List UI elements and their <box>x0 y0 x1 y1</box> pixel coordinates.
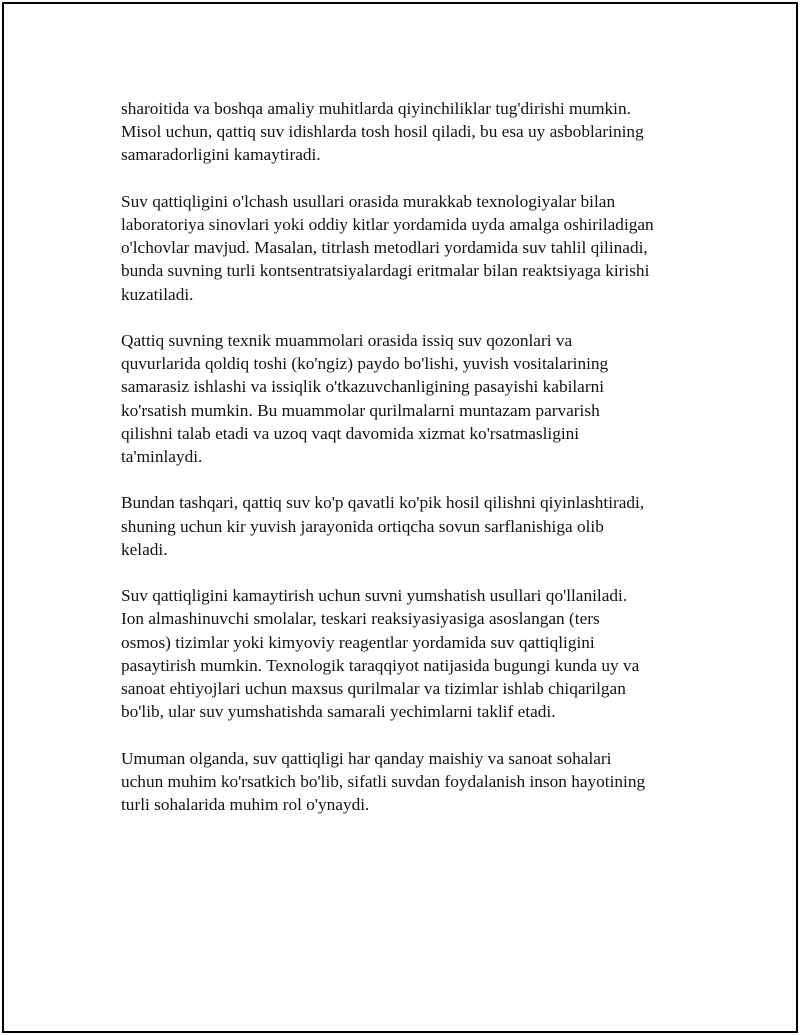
text-line: Suv qattiqligini o'lchash usullari orasida murakkab texnologiyalar bilan <box>121 191 616 211</box>
text-line: Qattiq suvning texnik muammolari orasida issiq suv qozonlari va <box>121 331 573 350</box>
document-body <box>121 97 696 839</box>
paragraph-3 <box>121 329 696 468</box>
paragraph-6 <box>121 747 696 817</box>
text-line: Umuman olganda, suv qattiqligi har qanday maishiy va sanoat sohalari <box>121 748 612 768</box>
text-line: quvurlarida qoldiq toshi (ko'ngiz) paydo bo'lishi, yuvish vositalarining <box>121 354 609 374</box>
text-line: sanoat ehtiyojlari uchun maxsus qurilmalar va tizimlar ishlab chiqarilgan <box>121 679 626 699</box>
text-line: keladi. <box>121 539 168 559</box>
text-line: ta'minlaydi. <box>121 447 203 467</box>
text-line: samaradorligini kamaytiradi. <box>121 145 321 165</box>
text-line: qilishni talab etadi va uzoq vaqt davomida xizmat ko'rsatmasligini <box>121 423 580 443</box>
paragraph-2 <box>121 190 696 306</box>
text-line: ko'rsatish mumkin. Bu muammolar qurilmalarni muntazam parvarish <box>121 400 600 420</box>
paragraph-4 <box>121 491 696 561</box>
text-line: sharoitida va boshqa amaliy muhitlarda qiyinchiliklar tug'dirishi mumkin. <box>121 99 631 118</box>
text-line: osmos) tizimlar yoki kimyoviy reagentlar yordamida suv qattiqligini <box>121 632 595 652</box>
text-line: Suv qattiqligini kamaytirish uchun suvni yumshatish usullari qo'llaniladi. <box>121 586 628 606</box>
text-line: bunda suvning turli kontsentratsiyalardagi eritmalar bilan reaktsiyaga kirishi <box>121 261 650 281</box>
text-line: kuzatiladi. <box>121 284 194 304</box>
text-line: shuning uchun kir yuvish jarayonida ortiqcha sovun sarflanishiga olib <box>121 516 604 536</box>
text-line: turli sohalarida muhim rol o'ynaydi. <box>121 795 370 815</box>
paragraph-5 <box>121 584 696 723</box>
text-line: o'lchovlar mavjud. Masalan, titrlash metodlari yordamida suv tahlil qilinadi, <box>121 238 648 258</box>
text-line: Bundan tashqari, qattiq suv ko'p qavatli ko'pik hosil qilishni qiyinlashtiradi, <box>121 493 645 513</box>
paragraph-1 <box>121 97 696 167</box>
text-line: uchun muhim ko'rsatkich bo'lib, sifatli suvdan foydalanish inson hayotining <box>121 771 646 791</box>
text-line: samarasiz ishlashi va issiqlik o'tkazuvchanligining pasayishi kabilarni <box>121 377 605 397</box>
text-line: bo'lib, ular suv yumshatishda samarali yechimlarni taklif etadi. <box>121 702 556 722</box>
text-line: pasaytirish mumkin. Texnologik taraqqiyot natijasida bugungi kunda uy va <box>121 655 640 675</box>
text-line: Misol uchun, qattiq suv idishlarda tosh hosil qiladi, bu esa uy asboblarining <box>121 122 644 142</box>
document-page <box>2 2 798 1033</box>
text-line: Ion almashinuvchi smolalar, teskari reaksiyasiyasiga asoslangan (ters <box>121 609 600 629</box>
text-line: laboratoriya sinovlari yoki oddiy kitlar yordamida uyda amalga oshiriladigan <box>121 215 654 234</box>
